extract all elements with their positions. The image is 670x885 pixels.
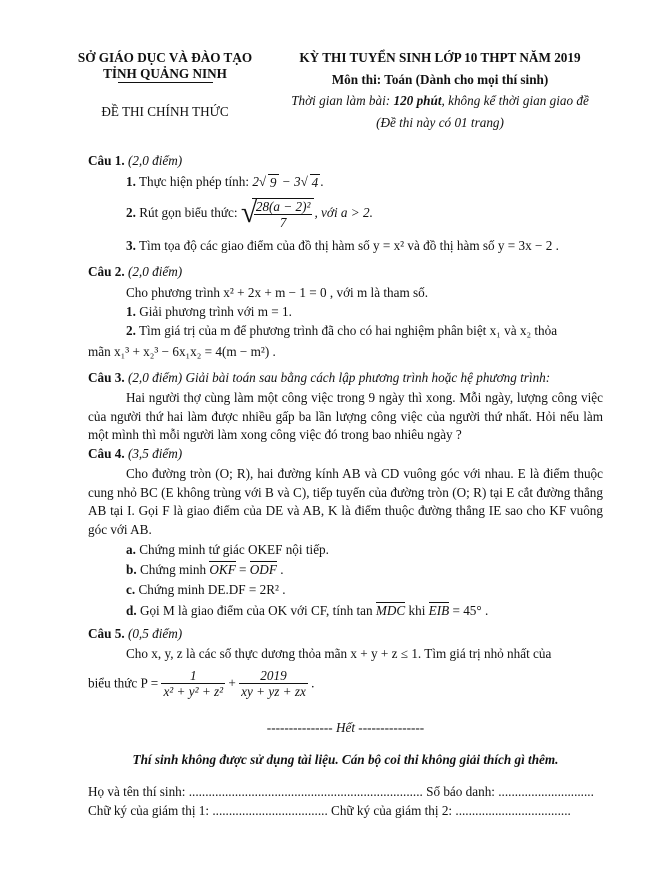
fraction-1-numerator: 1: [161, 668, 225, 684]
q4-part-d-end: = 45° .: [449, 603, 489, 618]
radicand-9: 9: [269, 175, 277, 191]
q4-part-c-label: c.: [126, 582, 136, 597]
question-4-heading: [88, 446, 182, 462]
question-5-heading: [88, 626, 182, 642]
q1-points: (2,0 điểm): [127, 153, 183, 168]
question-1-heading: [88, 153, 182, 169]
q4-part-b-eq: =: [235, 562, 250, 577]
q1-item-2: [126, 198, 373, 230]
fraction-1: [161, 668, 225, 699]
end-marker: --------------- Hết ---------------: [266, 720, 425, 735]
angle-okf: OKF: [209, 562, 236, 577]
q1-expr-coef1: 2: [252, 174, 259, 189]
pages-note: (Đề thi này có 01 trang): [376, 115, 504, 130]
q1-label: Câu 1.: [88, 153, 125, 168]
q2-item-2: [126, 323, 557, 339]
angle-odf: ODF: [249, 562, 277, 577]
exam-notice: Thí sinh không được sử dụng tài liệu. Cán bộ coi thi không giải thích gì thêm.: [132, 752, 559, 767]
q4-part-b: [126, 562, 283, 578]
q3-label: Câu 3.: [88, 370, 125, 385]
q5-label: Câu 5.: [88, 626, 125, 641]
q2-condition: mãn x₁³ + x₂³ − 6x₁x₂ = 4(m − m²) .: [88, 344, 276, 359]
q4-part-d-label: d.: [126, 603, 137, 618]
official-label: ĐỀ THI CHÍNH THỨC: [101, 104, 229, 119]
q2-item-2-text: Tìm giá trị của m để phương trình đã cho có hai nghiệm phân biệt x₁ và x₂ thỏa: [138, 323, 558, 338]
radicand-4: 4: [311, 175, 319, 191]
sqrt-9: √ 9: [258, 174, 277, 191]
question-2-heading: [88, 264, 182, 280]
exam-title: KỲ THI TUYỂN SINH LỚP 10 THPT NĂM 2019: [299, 50, 581, 65]
q4-part-a: [126, 542, 329, 558]
q4-part-d-text: Gọi M là giao điểm của OK với CF, tính tan: [139, 603, 376, 618]
q1-item-2-condition: , với a > 2.: [314, 205, 373, 221]
q4-part-b-end: .: [276, 562, 284, 577]
q1-item-1-number: 1.: [126, 174, 136, 189]
q4-body: Cho đường tròn (O; R), hai đường kính AB và CD vuông góc với nhau. E là điểm thuộc cung nhỏ BC (E không trùng với B và C), tiếp tuyến của đường tròn (O; R) tại E cắt đường thẳng AB tại I. Gọi F là giao điểm của DE và AB, K là điểm thuộc đường thẳng IE sao cho KF vuông góc với AB.: [88, 466, 603, 537]
q3-body: Hai người thợ cùng làm một công việc trong 9 ngày thì xong. Mỗi ngày, lượng công việc của người thứ hai làm được nhiều gấp ba lần lượng công việc của người thứ nhất. Hỏi nếu làm một mình thì mỗi người làm xong công việc đó trong bao nhiêu ngày ?: [88, 390, 603, 442]
angle-eib: EIB: [428, 603, 450, 618]
q1-item-3-number: 3.: [126, 238, 136, 253]
q4-part-b-text: Chứng minh: [139, 562, 210, 577]
q2-item-1-text: Giải phương trình với m = 1.: [139, 304, 292, 319]
q2-intro: Cho phương trình x² + 2x + m − 1 = 0 , với m là tham số.: [126, 285, 429, 300]
fraction-1-denominator: x² + y² + z²: [163, 684, 224, 699]
q5-points: (0,5 điểm): [127, 626, 183, 641]
q4-part-c-text: Chứng minh DE.DF = 2R² .: [138, 582, 286, 597]
q2-points: (2,0 điểm): [127, 264, 183, 279]
q5-plus: +: [225, 675, 240, 691]
exam-subject: Môn thi: Toán (Dành cho mọi thí sinh): [331, 72, 549, 87]
fraction-2: [239, 668, 308, 699]
invigilator-sign-line: Chữ ký của giám thị 1: ................................... Chữ ký của giám thị 2: ...................................: [88, 803, 571, 818]
q4-part-a-label: a.: [126, 542, 136, 557]
q2-item-1: [126, 304, 292, 320]
q4-part-b-label: b.: [126, 562, 137, 577]
candidate-info-line: Họ và tên thí sinh: ....................................................................... Số báo danh: .............................: [88, 784, 594, 799]
fraction-numerator: 28(a − 2)²: [255, 199, 311, 214]
q1-item-1: [126, 174, 323, 191]
time-suffix: , không kể thời gian giao đề: [441, 93, 589, 108]
q1-item-3-text: Tìm tọa độ các giao điểm của đồ thị hàm số y = x² và đồ thị hàm số y = 3x − 2 .: [138, 238, 559, 253]
q5-expr-end: .: [307, 675, 315, 691]
department-name: SỞ GIÁO DỤC VÀ ĐÀO TẠO: [77, 50, 253, 65]
q2-item-1-number: 1.: [126, 304, 136, 319]
q5-expression: [88, 668, 314, 699]
q2-item-2-number: 2.: [126, 323, 136, 338]
q5-body: Cho x, y, z là các số thực dương thỏa mãn x + y + z ≤ 1. Tìm giá trị nhỏ nhất của: [126, 646, 552, 661]
q1-expr-coef2: − 3: [278, 174, 301, 189]
angle-mdc: MDC: [375, 603, 406, 618]
time-value: 120 phút: [393, 93, 442, 108]
header-underline: [118, 82, 213, 83]
q4-label: Câu 4.: [88, 446, 125, 461]
q3-instruction: Giải bài toán sau bằng cách lập phương trình hoặc hệ phương trình:: [182, 370, 551, 385]
q3-points: (2,0 điểm): [127, 370, 183, 385]
q4-part-c: [126, 582, 286, 598]
q1-item-3: [126, 238, 559, 254]
q1-item-2-number: 2.: [126, 205, 136, 221]
q4-points: (3,5 điểm): [127, 446, 183, 461]
sqrt-4: √ 4: [300, 174, 319, 191]
fraction-denominator: 7: [279, 215, 287, 230]
exam-time: [262, 93, 618, 109]
q2-label: Câu 2.: [88, 264, 125, 279]
q1-item-1-text: Thực hiện phép tính:: [138, 174, 250, 189]
q1-item-2-text: Rút gọn biểu thức:: [139, 205, 238, 221]
q4-part-d: [126, 603, 488, 619]
q5-expr-prefix: biểu thức P =: [88, 675, 162, 691]
time-prefix: Thời gian làm bài:: [291, 93, 394, 108]
fraction-2-numerator: 2019: [239, 668, 308, 684]
fraction-2-denominator: xy + yz + zx: [241, 684, 306, 699]
sqrt-fraction: √ $\frac{\text{28(a − 2)²}}{7}$: [241, 198, 315, 230]
question-3-heading: [88, 370, 550, 386]
province-name: TỈNH QUẢNG NINH: [103, 66, 227, 81]
q1-expr-end: .: [320, 174, 324, 189]
q4-part-d-mid: khi: [405, 603, 429, 618]
q4-part-a-text: Chứng minh tứ giác OKEF nội tiếp.: [139, 542, 329, 557]
